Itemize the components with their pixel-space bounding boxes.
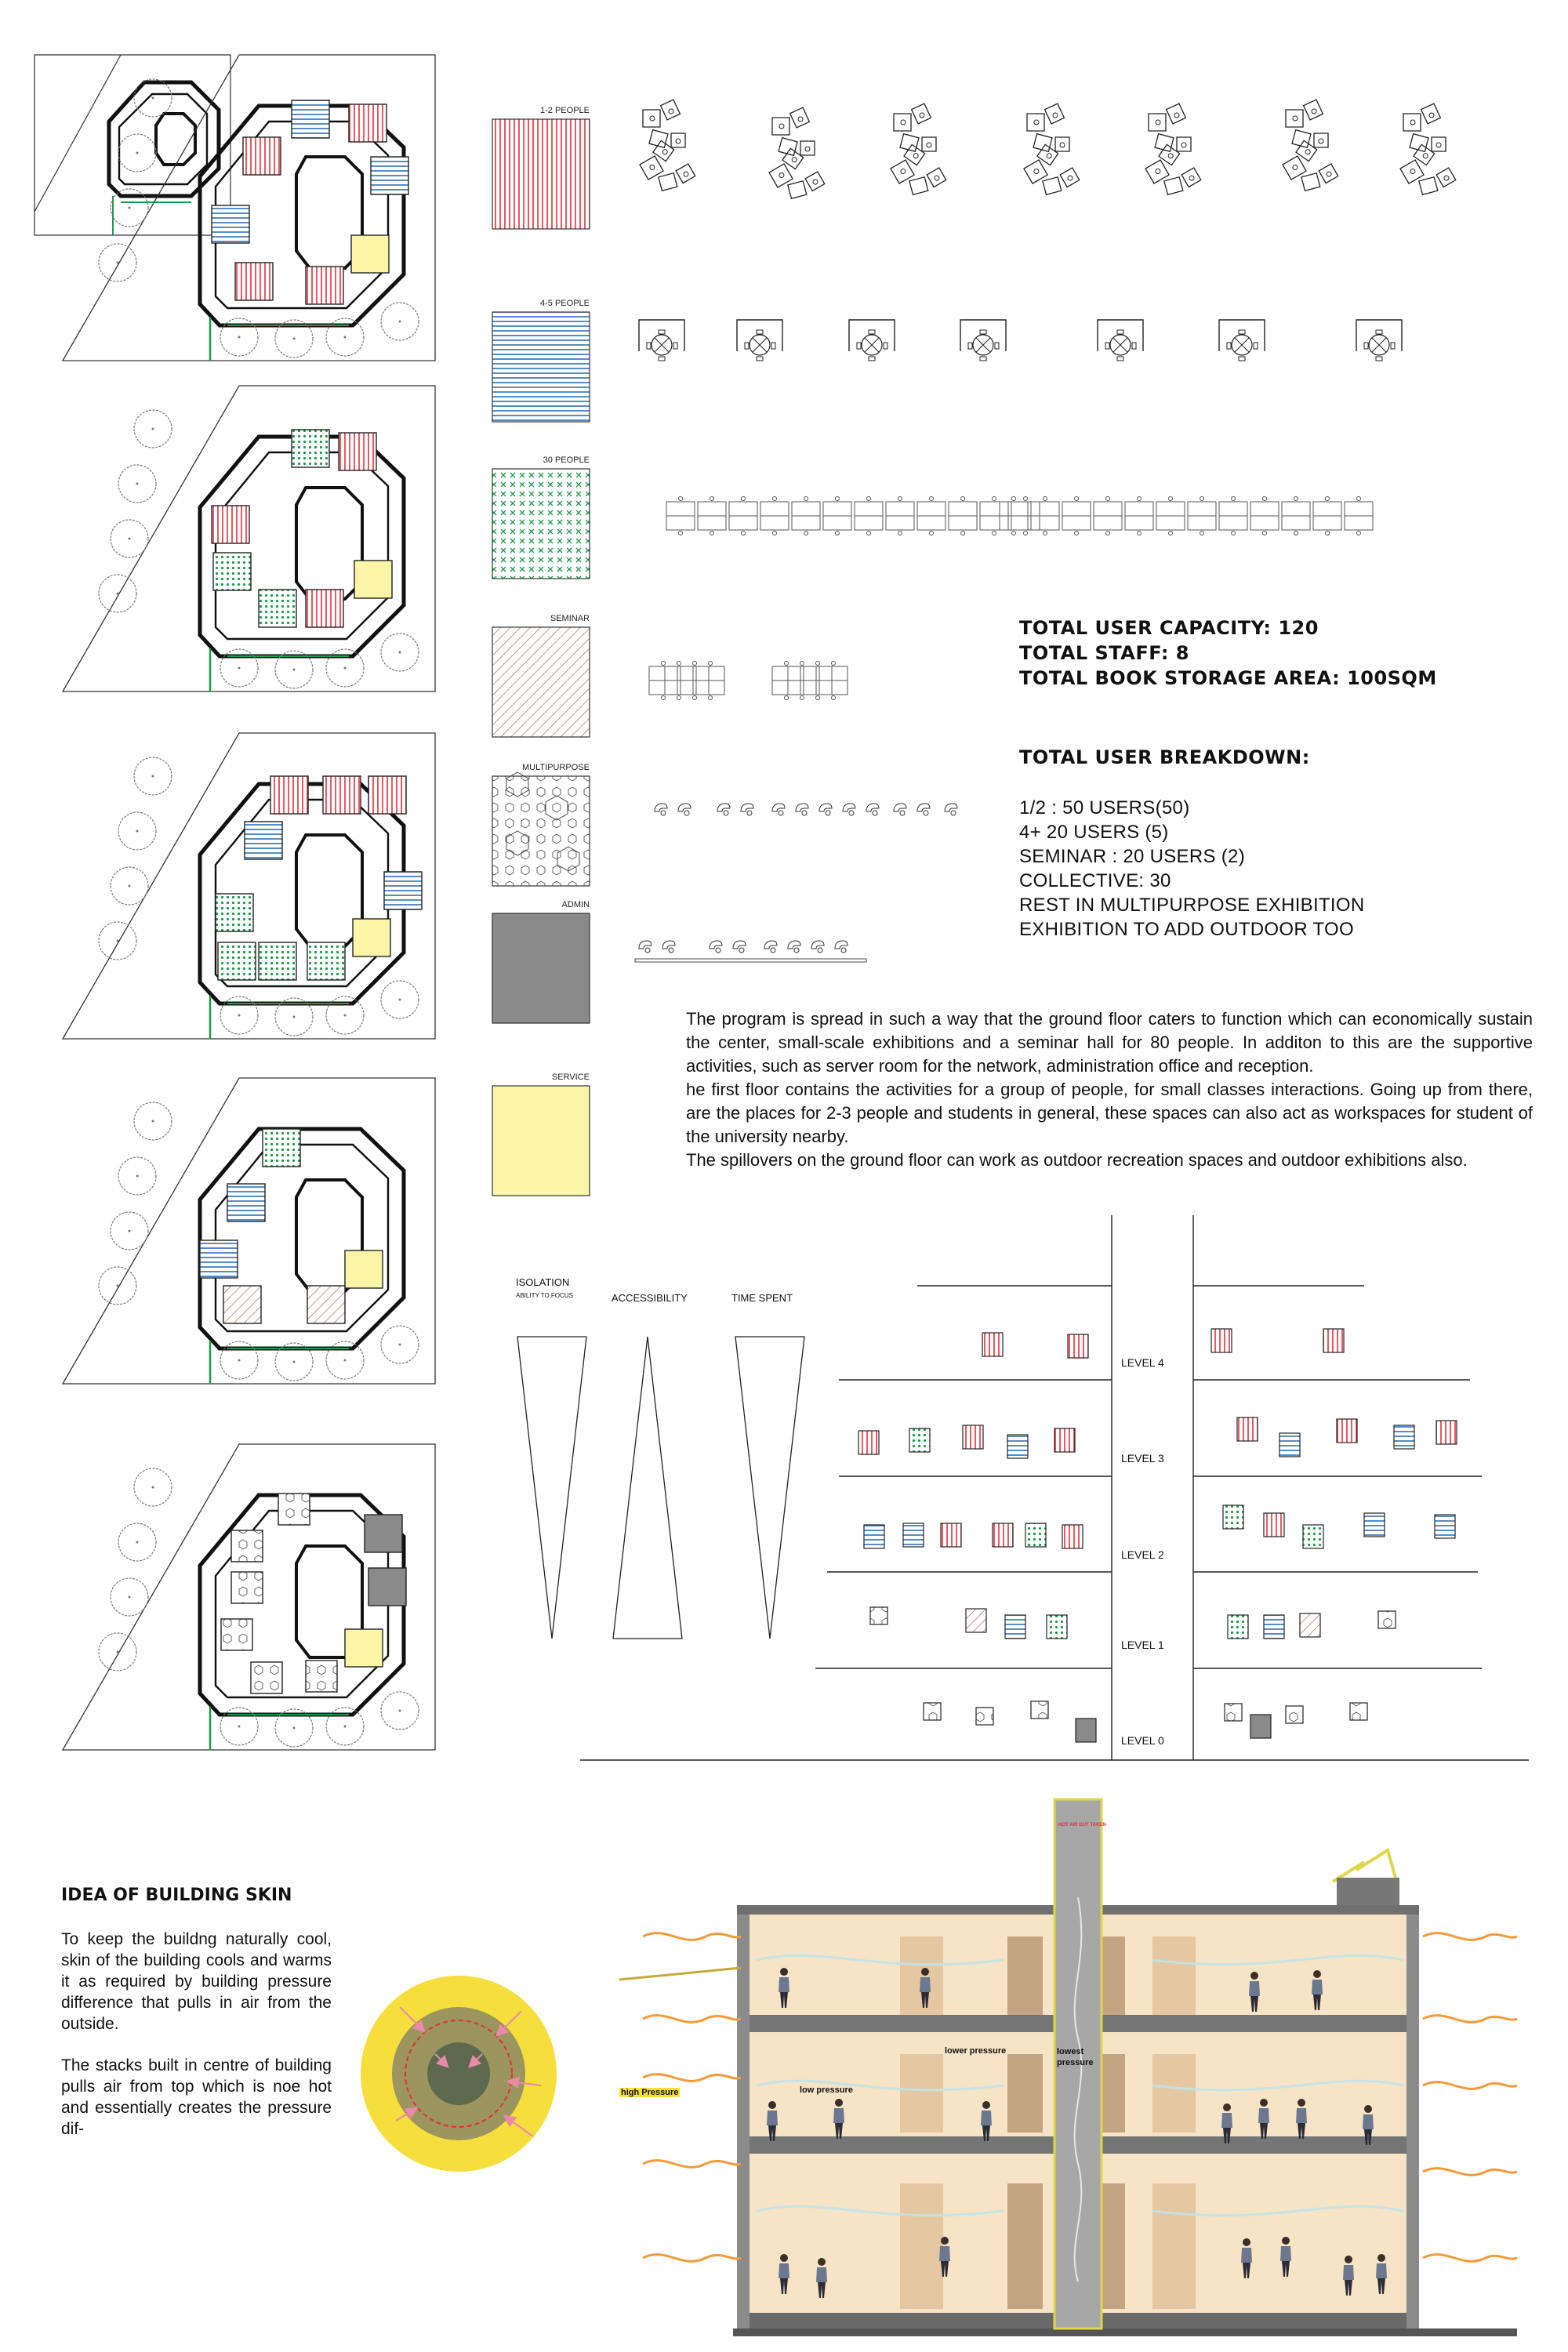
stat-capacity: TOTAL USER CAPACITY: 120 — [1019, 617, 1319, 639]
breakdown-block — [1019, 745, 1364, 942]
breakdown-line-0: 1/2 : 50 USERS(50) — [1019, 797, 1190, 818]
plan-2-room-6 — [354, 561, 392, 598]
level-marker-31 — [1300, 1613, 1320, 1637]
legend-swatch-4 — [492, 776, 590, 886]
plan-2-room-2 — [212, 506, 249, 543]
program-description — [686, 1007, 1533, 1172]
level-marker-12 — [1394, 1425, 1414, 1449]
level-marker-26 — [966, 1609, 986, 1632]
level-marker-32 — [1378, 1611, 1396, 1628]
furniture-long-tables — [666, 497, 1373, 535]
plan-5-room-7 — [306, 1661, 337, 1692]
level-marker-17 — [993, 1523, 1013, 1547]
plan-4-room-0 — [263, 1129, 300, 1167]
level-marker-38 — [1250, 1715, 1271, 1738]
level-marker-24 — [1435, 1515, 1455, 1538]
level-2-label: LEVEL 2 — [1121, 1548, 1164, 1561]
level-marker-25 — [870, 1607, 887, 1624]
furniture-seminar-tables — [649, 662, 848, 700]
level-marker-27 — [1005, 1615, 1025, 1639]
level-marker-39 — [1286, 1706, 1303, 1723]
level-marker-36 — [1076, 1719, 1096, 1742]
legend-swatch-1 — [492, 312, 590, 422]
program-para-1: The program is spread in such a way that the ground floor caters to function which can economically sustain the center, small-scale exhibitions and a seminar hall for 80 people. In additon to this are the supportive activities, such as server room for the network, administration office and reception. — [686, 1009, 1533, 1076]
plan-3-room-0 — [270, 776, 308, 814]
isolation-label: ISOLATION — [516, 1276, 570, 1288]
level-3-label: LEVEL 3 — [1121, 1452, 1164, 1465]
level-marker-8 — [1054, 1428, 1075, 1452]
skin-ring-diagram — [361, 1976, 557, 2172]
level-marker-9 — [1237, 1417, 1258, 1441]
isolation-triangle — [517, 1337, 586, 1639]
plan-5-room-2 — [231, 1572, 263, 1603]
plan-1-room-4 — [212, 205, 249, 243]
accessibility-label: ACCESSIBILITY — [612, 1292, 688, 1304]
level-marker-19 — [1062, 1525, 1083, 1548]
plan-1-room-7 — [351, 235, 389, 273]
plan-5-room-4 — [368, 1568, 406, 1606]
plan-4-room-4 — [223, 1286, 261, 1323]
plan-3-room-9 — [353, 919, 390, 956]
lowest-pressure-label: lowest pressure — [1057, 2047, 1094, 2067]
plan-2-room-0 — [292, 430, 329, 467]
plan-3-room-3 — [245, 822, 282, 859]
time-spent-label: TIME SPENT — [731, 1292, 793, 1304]
level-1-label: LEVEL 1 — [1121, 1639, 1164, 1651]
time-spent-triangle — [735, 1337, 804, 1639]
legend-swatch-2 — [492, 469, 590, 579]
level-marker-37 — [1225, 1704, 1242, 1721]
legend-label-4: MULTIPURPOSE — [522, 763, 590, 772]
legend-swatch-5 — [492, 913, 590, 1023]
level-marker-2 — [1211, 1329, 1232, 1352]
furniture-chairs — [635, 804, 957, 962]
plan-5-room-5 — [221, 1619, 252, 1650]
stat-staff: TOTAL STAFF: 8 — [1019, 642, 1189, 664]
level-marker-33 — [924, 1703, 941, 1720]
breakdown-lines — [1019, 796, 1364, 942]
legend-label-5: ADMIN — [561, 900, 590, 909]
level-0-label: LEVEL 0 — [1121, 1734, 1164, 1747]
lower-pressure-label: lower pressure — [945, 2046, 1007, 2056]
level-marker-18 — [1025, 1523, 1046, 1547]
legend-label-3: SEMINAR — [550, 614, 590, 623]
level-marker-7 — [1007, 1435, 1028, 1458]
level-marker-29 — [1228, 1615, 1248, 1639]
plan-2-room-5 — [306, 590, 343, 627]
level-marker-6 — [963, 1425, 983, 1449]
plan-5-room-0 — [278, 1494, 310, 1525]
level-marker-40 — [1350, 1703, 1367, 1720]
criteria-triangles — [517, 1337, 804, 1639]
level-marker-23 — [1364, 1513, 1385, 1537]
level-4-label: LEVEL 4 — [1121, 1356, 1164, 1369]
stack-top-note: HOT AIR OUT TAKEN — [1058, 1823, 1106, 1828]
level-marker-30 — [1264, 1615, 1284, 1639]
plan-1-room-5 — [235, 263, 273, 300]
level-marker-22 — [1303, 1525, 1323, 1548]
plan-2-room-3 — [213, 553, 251, 590]
level-marker-35 — [1031, 1701, 1048, 1719]
plan-1-room-6 — [306, 267, 343, 304]
level-marker-16 — [941, 1523, 961, 1547]
level-marker-4 — [858, 1431, 879, 1454]
plan-5-room-8 — [345, 1629, 383, 1667]
level-marker-13 — [1436, 1421, 1457, 1444]
level-marker-34 — [976, 1708, 993, 1725]
skin-para-2: The stacks built in centre of building pulls air from top which is noe hot and essentially creates the pressure dif- — [61, 2056, 332, 2138]
plan-3-room-8 — [307, 942, 345, 980]
level-marker-1 — [1068, 1334, 1088, 1358]
plan-1-room-1 — [349, 104, 387, 142]
plan-1-room-0 — [292, 100, 329, 138]
site-plan-1 — [63, 55, 435, 361]
breakdown-line-4: REST IN MULTIPURPOSE EXHIBITION — [1019, 895, 1365, 916]
level-marker-10 — [1279, 1433, 1300, 1457]
plan-2-room-1 — [339, 433, 376, 470]
plan-4-room-3 — [345, 1250, 383, 1288]
plan-3-room-6 — [218, 942, 256, 980]
plan-5-room-3 — [365, 1515, 402, 1552]
site-plan-2 — [63, 386, 435, 691]
low-pressure-label: low pressure — [800, 2085, 853, 2095]
level-marker-11 — [1337, 1419, 1357, 1443]
level-marker-14 — [864, 1525, 884, 1548]
breakdown-line-3: COLLECTIVE: 30 — [1019, 870, 1171, 891]
legend-label-2: 30 PEOPLE — [543, 456, 590, 465]
furniture-clusters-1-2 — [635, 100, 1456, 205]
breakdown-line-1: 4+ 20 USERS (5) — [1019, 822, 1169, 843]
plan-5-room-6 — [251, 1662, 282, 1693]
level-room-markers — [858, 1329, 1457, 1742]
level-marker-3 — [1323, 1329, 1344, 1352]
program-para-2: he first floor contains the activities for a group of people, for small classes interactions. Going up from there, are the places for 2-3 people and students in general, these spaces can also act as workspaces for student of the university nearby. — [686, 1080, 1533, 1146]
plan-3-room-5 — [216, 894, 253, 931]
level-marker-21 — [1264, 1513, 1284, 1537]
site-plan-3 — [63, 733, 435, 1039]
plan-3-room-1 — [323, 776, 361, 814]
level-marker-5 — [909, 1428, 930, 1452]
furniture-round-tables — [639, 320, 1402, 361]
level-marker-28 — [1047, 1615, 1067, 1639]
plan-1-room-2 — [243, 137, 281, 175]
plan-3-room-4 — [384, 872, 422, 909]
plan-4-room-1 — [227, 1184, 265, 1221]
breakdown-line-2: SEMINAR : 20 USERS (2) — [1019, 846, 1246, 867]
skin-text — [61, 1929, 332, 2160]
level-marker-15 — [903, 1523, 924, 1547]
plan-4-room-2 — [200, 1240, 238, 1278]
isolation-sublabel: ABILITY TO FOCUS — [516, 1292, 573, 1299]
legend-swatch-3 — [492, 627, 590, 737]
stat-storage: TOTAL BOOK STORAGE AREA: 100SQM — [1019, 667, 1437, 689]
level-marker-20 — [1223, 1505, 1243, 1529]
plan-2-room-4 — [259, 590, 296, 627]
level-diagram — [580, 1215, 1529, 1760]
breakdown-line-5: EXHIBITION TO ADD OUTDOOR TOO — [1019, 919, 1354, 940]
plan-1-room-3 — [371, 157, 408, 194]
legend-swatch-6 — [492, 1086, 590, 1196]
plan-3-room-2 — [368, 776, 406, 814]
legend-swatch-0 — [492, 119, 590, 229]
skin-title: IDEA OF BUILDING SKIN — [61, 1886, 292, 1905]
accessibility-triangle — [613, 1337, 682, 1639]
site-plan-5 — [63, 1444, 435, 1750]
plan-4-room-5 — [307, 1286, 345, 1323]
breakdown-title: TOTAL USER BREAKDOWN: — [1019, 746, 1310, 768]
level-marker-0 — [982, 1333, 1003, 1356]
legend-label-6: SERVICE — [551, 1073, 590, 1082]
legend-label-0: 1-2 PEOPLE — [540, 106, 590, 115]
legend-label-1: 4-5 PEOPLE — [540, 299, 590, 308]
plan-5-room-1 — [231, 1530, 263, 1562]
skin-para-1: To keep the buildng naturally cool, skin of the building cools and warms it as required by building pressure difference that pulls in air from the outside. — [61, 1930, 332, 2033]
program-para-3: The spillovers on the ground floor can work as outdoor recreation spaces and outdoor exhibitions also. — [686, 1150, 1468, 1170]
high-pressure-label: high Pressure — [621, 2088, 679, 2097]
site-plan-4 — [63, 1078, 435, 1384]
stats-block — [1019, 615, 1437, 691]
plan-3-room-7 — [259, 942, 296, 980]
